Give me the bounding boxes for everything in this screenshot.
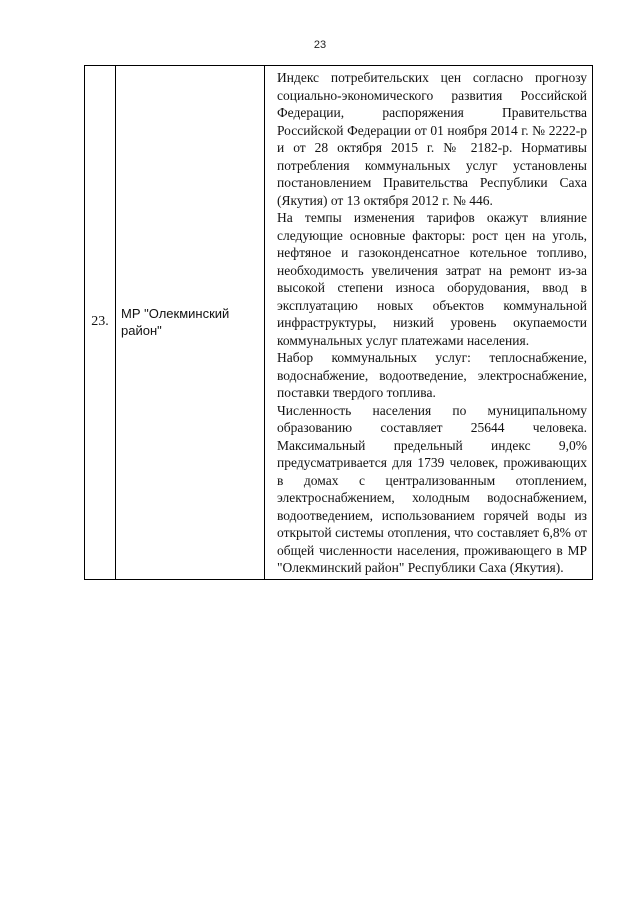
document-table — [84, 65, 593, 580]
table-row — [85, 66, 593, 580]
description-paragraph: Индекс потребительских цен согласно прогнозу социально-экономического развития Российской Федерации, распоряжения Правительства Российской Федерации от 01 ноября 2014 г. № 2222-р и от 28 октября 2015 г. № 2182-р. Нормативы потребления коммунальных услуг установлены постановлением Правительства Республики Саха (Якутия) от 13 октября 2012 г. № 446. — [277, 70, 587, 208]
page-number: 23 — [313, 39, 327, 51]
description-cell — [265, 66, 593, 580]
description-paragraph: На темпы изменения тарифов окажут влияние следующие основные факторы: рост цен на уголь, нефтяное и газоконденсатное котельное топливо, необходимость увеличения затрат на ремонт из-за высокой степени износа оборудования, ввод в эксплуатацию новых объектов коммунальной инфраструктуры, низкий уровень окупаемости коммунальных услуг платежами населения. — [277, 210, 587, 348]
description-paragraph: Численность населения по муниципальному образованию составляет 25644 человека. Максимальный предельный индекс 9,0% предусматривается для 1739 человек, проживающих в домах с централизованным отоплением, электроснабжением, холодным водоснабжением, водоотведением, использованием горячей воды из открытой системы отопления, что составляет 6,8% от общей численности населения, проживающего в МР "Олекминский район" Республики Саха (Якутия). — [277, 402, 587, 575]
municipality-name-cell: МР "Олекминский район" — [116, 66, 265, 580]
description-paragraph: Набор коммунальных услуг: теплоснабжение, водоснабжение, водоотведение, электроснабжение, поставки твердого топлива. — [277, 350, 587, 400]
row-number-cell: 23. — [85, 66, 116, 580]
